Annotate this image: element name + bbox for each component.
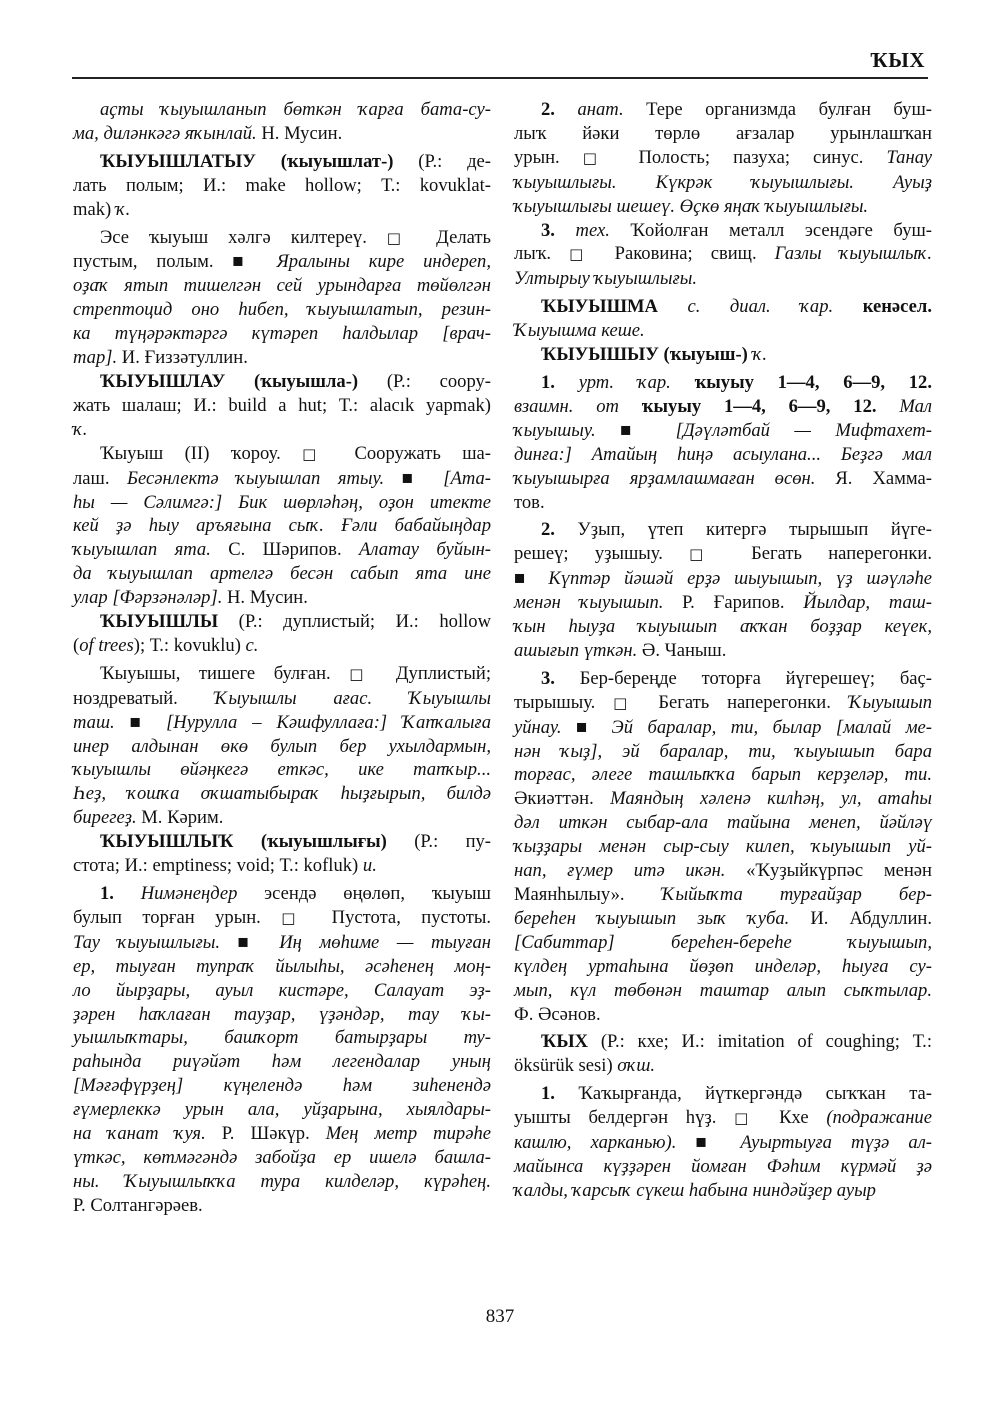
- text-line: тар]. И. Ғиззәтуллин.: [73, 347, 248, 369]
- text-line: (of trees); Т.: kovuklu) с.: [73, 634, 259, 656]
- text-line: ло йырҙары, ауыл кистәре, Салауат эҙ-: [73, 979, 491, 1001]
- text-line: уышты белдергән һүҙ. □ Кхе (подражание: [514, 1107, 932, 1129]
- text-line: ҡыуышлы өйәңкегә еткәс, ике тапҡыр...: [73, 759, 491, 781]
- text-line: Ҡыуышы, тишеге булған. □ Дуплистый;: [100, 662, 491, 684]
- text-line: лаш. Бесәнлектә ҡыуышлап ятыу. ■ [Ата-: [73, 467, 491, 489]
- text-line: менән ҡыуышып. Р. Ғарипов. Йылдар, таш-: [514, 592, 932, 614]
- text-line: оҙаҡ ятып тишелгән сей урындарға төйөлгән: [73, 275, 491, 297]
- text-line: ҡыуышлығы шешеү. Өҫкө яңаҡ ҡыуышлығы.: [514, 195, 869, 217]
- text-line: ноздреватый. Ҡыуышлы ағас. Ҡыуышлы: [73, 687, 491, 709]
- running-head: ҠЫХ: [870, 48, 925, 72]
- text-line: 1. Ҡаҡырғанда, йүткергәндә сыҡҡан та-: [541, 1083, 932, 1105]
- text-line: улар [Фәрзәнәләр]. Н. Мусин.: [73, 587, 308, 609]
- text-line: бирегеҙ. М. Кәрим.: [73, 807, 224, 829]
- text-line: ҠЫУЫШЛАТЫУ (ҡыуышлат-) (Р.: де-: [100, 150, 491, 172]
- text-line: ҡалды, ҡарсыҡ сүкеш һабына ниндәйҙер ауыр: [514, 1179, 876, 1201]
- text-line: һы — Сәлимгә:] Бик шөрләһәң, оҙон итекте: [73, 491, 491, 513]
- text-line: Ултырыу ҡыуышлығы.: [514, 268, 697, 290]
- text-line: торғас, әлеге ташлыҡҡа барып керҙеләр, ти.: [514, 764, 932, 786]
- text-line: ка түңәрәктәргә күтәреп һалдылар [врач-: [73, 323, 491, 345]
- text-line: нап, ғүмер итә икән. «Ҡуҙыйкүрпәс менән: [514, 860, 932, 882]
- text-line: Эсе ҡыуыш хәлгә килтереү. □ Делать: [100, 226, 491, 248]
- text-line: урын. □ Полость; пазуха; синус. Танау: [514, 146, 932, 168]
- text-line: ҠЫУЫШМА с. диал. ҡар. кенәсел.: [541, 296, 932, 318]
- text-line: Р. Солтангәрәев.: [73, 1194, 203, 1216]
- text-line: ҠЫХ (Р.: кхе; И.: imitation of coughing; Т.:: [541, 1031, 932, 1053]
- text-line: таш. ■ [Нурулла – Кәшфуллаға:] Ҡапҡалыға: [73, 711, 491, 733]
- text-line: ҙәрен һаҡлаған тауҙар, үҙәндәр, тау ҡы-: [73, 1003, 491, 1025]
- text-line: Һеҙ, ҡошҡа оҡшатыбыраҡ һыҙғырып, билдә: [73, 783, 491, 805]
- text-line: лыҡ йәки төрлө ағзалар урынлашҡан: [514, 122, 932, 144]
- text-line: кей ҙә һыу аръяғына сыҡ. Ғәли бабайыңдар: [73, 515, 491, 537]
- text-line: уышлыҡтары, башҡорт батырҙары ту-: [73, 1027, 491, 1049]
- text-line: решеү; уҙышыу. □ Бегать наперегонки.: [514, 543, 932, 565]
- text-line: жать шалаш; И.: build a hut; Т.: alacık yapmak): [73, 394, 491, 416]
- text-line: үткәс, көтмәгәндә забойҙа ер ишелә башла-: [73, 1146, 491, 1168]
- text-line: на ҡанат ҡуя. Р. Шәкүр. Мең метр тирәһе: [73, 1123, 491, 1145]
- text-line: ҡыҙҙары менән сыр-сыу килеп, ҡыуышып уй-: [514, 836, 932, 858]
- text-line: лать полым; И.: make hollow; Т.: kovuklat-: [73, 174, 491, 196]
- text-line: ҠЫУЫШЛЫҠ (ҡыуышлығы) (Р.: пу-: [100, 831, 492, 853]
- text-line: дәл иткән сыбар-ала тайына менеп, йәйләү: [514, 812, 932, 834]
- text-line: нән ҡыҙ], эй баралар, ти, ҡыуышып бара: [514, 740, 932, 762]
- text-line: öksürük sesi) оҡш.: [514, 1055, 656, 1077]
- text-line: ер, тыуған тупраҡ йылыһы, әсәһенең моң-: [73, 955, 491, 977]
- text-line: ҡыуышлап ята. С. Шәрипов. Алатау буйын-: [73, 539, 491, 561]
- text-line: 2. Уҙып, үтеп китергә тырышып йүге-: [541, 519, 932, 541]
- text-line: Ҡыуыш (II) ҡороу. □ Сооружать ша-: [100, 442, 491, 464]
- text-line: mak) ҡ.: [73, 198, 131, 220]
- header-rule: [72, 77, 928, 79]
- text-line: ҡыуышыу. ■ [Дәүләтбай — Мифтахет-: [514, 419, 932, 441]
- text-line: ҠЫУЫШЫУ (ҡыуыш-) ҡ.: [541, 344, 767, 366]
- text-line: майынса күҙҙәрен йомған Фәһим күрмәй ҙә: [514, 1155, 932, 1177]
- text-line: тырышыу. □ Бегать наперегонки. Ҡыуышып: [514, 691, 932, 713]
- right-column: [514, 98, 932, 1203]
- text-line: взаимн. от ҡыуыу 1—4, 6—9, 12. Мал: [514, 395, 932, 417]
- text-line: ғүмерлеккә урын ала, уйҙарына, хыялдары-: [73, 1099, 491, 1121]
- text-line: булып торған урын. □ Пустота, пустоты.: [73, 906, 491, 928]
- text-line: 1. Нимәнеңдер эсендә өңөлөп, ҡыуыш: [100, 883, 491, 904]
- text-line: ашығып үткән. Ә. Чаныш.: [514, 639, 727, 661]
- text-line: кашлю, харканью). ■ Ауыртыуға түҙә ал-: [514, 1132, 932, 1154]
- page-number: 837: [485, 1306, 515, 1327]
- text-line: 3. Бер-береңде тоторға йүгерешеү; баҫ-: [541, 667, 932, 689]
- text-line: стрептоцид оно һибеп, ҡыуышлатып, резин-: [73, 299, 491, 321]
- text-line: пустым, полым. ■ Яралыны кире индереп,: [73, 251, 491, 273]
- left-column: [73, 98, 491, 1218]
- text-line: ны. Ҡыуышлыҡҡа тура килделәр, күрәһең.: [73, 1170, 491, 1192]
- text-line: [Сабиттар] береһен-береһе ҡыуышып,: [514, 931, 932, 953]
- text-line: Әкиәттән. Маяндың хәленә килһәң, ул, атаһы: [514, 788, 933, 810]
- text-line: [Мәғәфүрҙең] күңелендә һәм зиһенендә: [73, 1075, 491, 1097]
- text-line: ҡыуышырға ярҙамлашмаған өсөн. Я. Хамма-: [514, 467, 932, 489]
- text-line: стота; И.: emptiness; void; Т.: kofluk) и.: [73, 855, 377, 877]
- text-line: мып, күл төбөнән таштар алып сыҡтылар.: [514, 979, 932, 1001]
- text-line: уйнау. ■ Эй баралар, ти, былар [малай ме-: [514, 716, 933, 738]
- text-line: аҫты ҡыуышланып бөткән ҡарға бата-су-: [100, 99, 491, 120]
- text-line: 3. тех. Ҡойолған металл эсендәге буш-: [541, 219, 932, 241]
- text-line: динға:] Атайың һиңә асыулана... Беҙгә мал: [514, 443, 932, 465]
- text-line: күлдең уртаһына йөҙөп инделәр, һыуға су-: [514, 955, 932, 977]
- text-line: Ҡыуышма кеше.: [514, 320, 645, 342]
- text-line: 1. урт. ҡар. ҡыуыу 1—4, 6—9, 12.: [541, 371, 932, 393]
- text-line: да ҡыуышлап артелгә бесән сабып ята ине: [73, 563, 491, 585]
- text-line: ҠЫУЫШЛАУ (ҡыуышла-) (Р.: соору-: [100, 370, 491, 392]
- text-line: ■ Күптәр йәшәй ерҙә шыуышып, үҙ шәүләһе: [514, 568, 932, 590]
- text-line: тов.: [514, 491, 545, 513]
- text-line: ҡын һыуҙа ҡыуышып аҡҡан боҙҙар кеүек,: [514, 616, 932, 638]
- text-line: береһен ҡыуышып зыҡ ҡуба. И. Абдуллин.: [514, 907, 932, 929]
- text-line: Маянһылыу». Ҡыйыҡта турғайҙар бер-: [514, 884, 932, 905]
- text-line: лыҡ. □ Раковина; свищ. Газлы ҡыуышлыҡ.: [514, 243, 932, 265]
- text-line: Ф. Әсәнов.: [514, 1003, 601, 1025]
- text-line: Тау ҡыуышлығы. ■ Иң мөһиме — тыуған: [73, 931, 491, 953]
- text-line: ма, диләнкәгә яҡынлай. Н. Мусин.: [73, 122, 343, 144]
- text-line: 2. анат. Тере организмда булған буш-: [541, 99, 932, 120]
- text-line: раһында риүәйәт һәм легендалар уның: [73, 1051, 491, 1073]
- text-line: ҡ.: [73, 418, 88, 440]
- text-line: инер алдынан өкө булып бер ухылдармын,: [73, 735, 491, 757]
- text-line: ҠЫУЫШЛЫ (Р.: дуплистый; И.: hollow: [100, 611, 491, 633]
- text-line: ҡыуышлығы. Күкрәк ҡыуышлығы. Ауыҙ: [514, 171, 932, 193]
